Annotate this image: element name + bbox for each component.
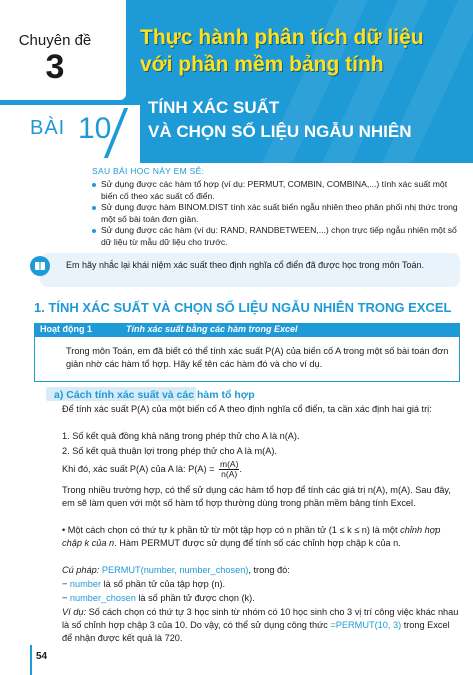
formula-lead: Khi đó, xác suất P(A) của A là: P(A) = <box>62 463 217 474</box>
chapter-title <box>140 24 470 78</box>
lesson-title-line1: TÍNH XÁC SUẤT <box>148 98 280 117</box>
paragraph-permut <box>62 524 462 550</box>
section-title: 1. TÍNH XÁC SUẤT VÀ CHỌN SỐ LIỆU NGẪU NHIÊN TRONG EXCEL <box>34 300 452 315</box>
text-run: , trong đó: <box>248 565 290 575</box>
text-run: − <box>62 579 70 589</box>
paragraph-param <box>62 578 462 591</box>
goal-item: Sử dụng được các hàm tổ hợp (ví dụ: PERMUT, COMBIN, COMBINA,...) tính xác suất một biến cố theo xác suất cổ điển. <box>92 179 462 202</box>
lesson-box <box>0 105 140 163</box>
text-italic: Cú pháp: <box>62 565 102 575</box>
lesson-number: 10 <box>78 112 112 145</box>
paragraph-param <box>62 592 462 605</box>
goals-list <box>92 179 462 248</box>
paragraph-formula <box>62 460 462 479</box>
text-run: là số phần tử của tập hợp (n). <box>101 579 226 589</box>
activity-title: Tính xác suất bằng các hàm trong Excel <box>126 324 298 334</box>
code-text: =PERMUT(10, 3) <box>330 620 402 631</box>
chapter-label: Chuyên đề <box>18 32 92 49</box>
paragraph-syntax <box>62 564 462 577</box>
paragraph: 1. Số kết quả đồng khả năng trong phép thử cho A là n(A). <box>62 431 300 441</box>
goal-item: Sử dụng được hàm BINOM.DIST tính xác suất biến ngẫu nhiên theo phân phối nhị thức trong một số bài toán đơn giản. <box>92 202 462 225</box>
paragraph-example <box>62 606 462 646</box>
chapter-title-line2: với phần mềm bảng tính <box>140 53 384 76</box>
lesson-title <box>148 96 468 144</box>
code-text: number <box>69 579 102 589</box>
text-run: Số cách chọn có thứ tự 3 học sinh từ nhóm có 10 học sinh cho 3 vị trí công việc khác nhau là số chỉnh hợp chập 3 của 10. Do vậy, có thể sử dụng công thức <box>62 607 459 631</box>
fraction-denominator: n(A) <box>221 469 238 479</box>
footer-line <box>30 645 32 675</box>
text-italic: chỉnh hợp chập k của n <box>62 525 441 549</box>
formula-end: . <box>239 463 242 474</box>
chapter-number: 3 <box>45 48 65 86</box>
chapter-title-line1: Thực hành phân tích dữ liệu <box>140 26 424 49</box>
activity-text: Trong môn Toán, em đã biết có thể tính xác suất P(A) của biến cố A trong một số bài toán đơn giản nhờ các hàm tổ hợp. Hãy kể tên các hàm đó và cho ví dụ. <box>66 346 449 369</box>
text-run: . Hàm PERMUT được sử dụng để tính số các chỉnh hợp chập k của n. <box>114 538 401 549</box>
text-run: là số phần tử được chọn (k). <box>135 593 255 603</box>
page-number: 54 <box>36 651 48 662</box>
text-italic: Ví dụ: <box>62 607 89 617</box>
reminder-text: Em hãy nhắc lại khái niệm xác suất theo định nghĩa cổ điển đã được học trong môn Toán. <box>66 260 424 270</box>
fraction-numerator: m(A) <box>219 459 239 469</box>
lesson-title-line2: VÀ CHỌN SỐ LIỆU NGẪU NHIÊN <box>148 122 412 141</box>
text-run: − <box>62 593 70 603</box>
activity-label: Hoạt động 1 <box>40 324 92 334</box>
subsection-title: a) Cách tính xác suất và các hàm tổ hợp <box>54 389 255 401</box>
code-text: number_chosen <box>69 593 136 603</box>
paragraph: 2. Số kết quả thuận lợi trong phép thử cho A là m(A). <box>62 446 277 456</box>
paragraph: Để tính xác suất P(A) của một biến cố A theo định nghĩa cổ điển, ta cần xác định hai giá trị: <box>62 404 432 414</box>
goals-heading: SAU BÀI HỌC NÀY EM SẼ: <box>92 166 205 176</box>
paragraph: Trong nhiều trường hợp, có thể sử dụng các hàm tổ hợp để tính các giá trị n(A), m(A). Sau đây, em sẽ làm quen với một số hàm tổ hợp thường dùng trong phần mềm bảng tính Excel. <box>62 485 451 509</box>
probability-fraction <box>219 460 239 479</box>
book-icon <box>30 256 50 276</box>
goal-item: Sử dụng được các hàm (ví dụ: RAND, RANDBETWEEN,...) chọn trực tiếp ngẫu nhiên một số dữ liệu từ mẫu dữ liệu cho trước. <box>92 225 462 248</box>
text-run: trong Excel để nhận được kết quả là 720. <box>62 620 450 644</box>
lesson-word: BÀI <box>30 117 66 139</box>
text-run: • Một cách chọn có thứ tự k phần tử từ một tập hợp có n phần tử (1 ≤ k ≤ n) là một <box>62 525 401 535</box>
code-text: PERMUT(number, number_chosen) <box>101 565 249 575</box>
